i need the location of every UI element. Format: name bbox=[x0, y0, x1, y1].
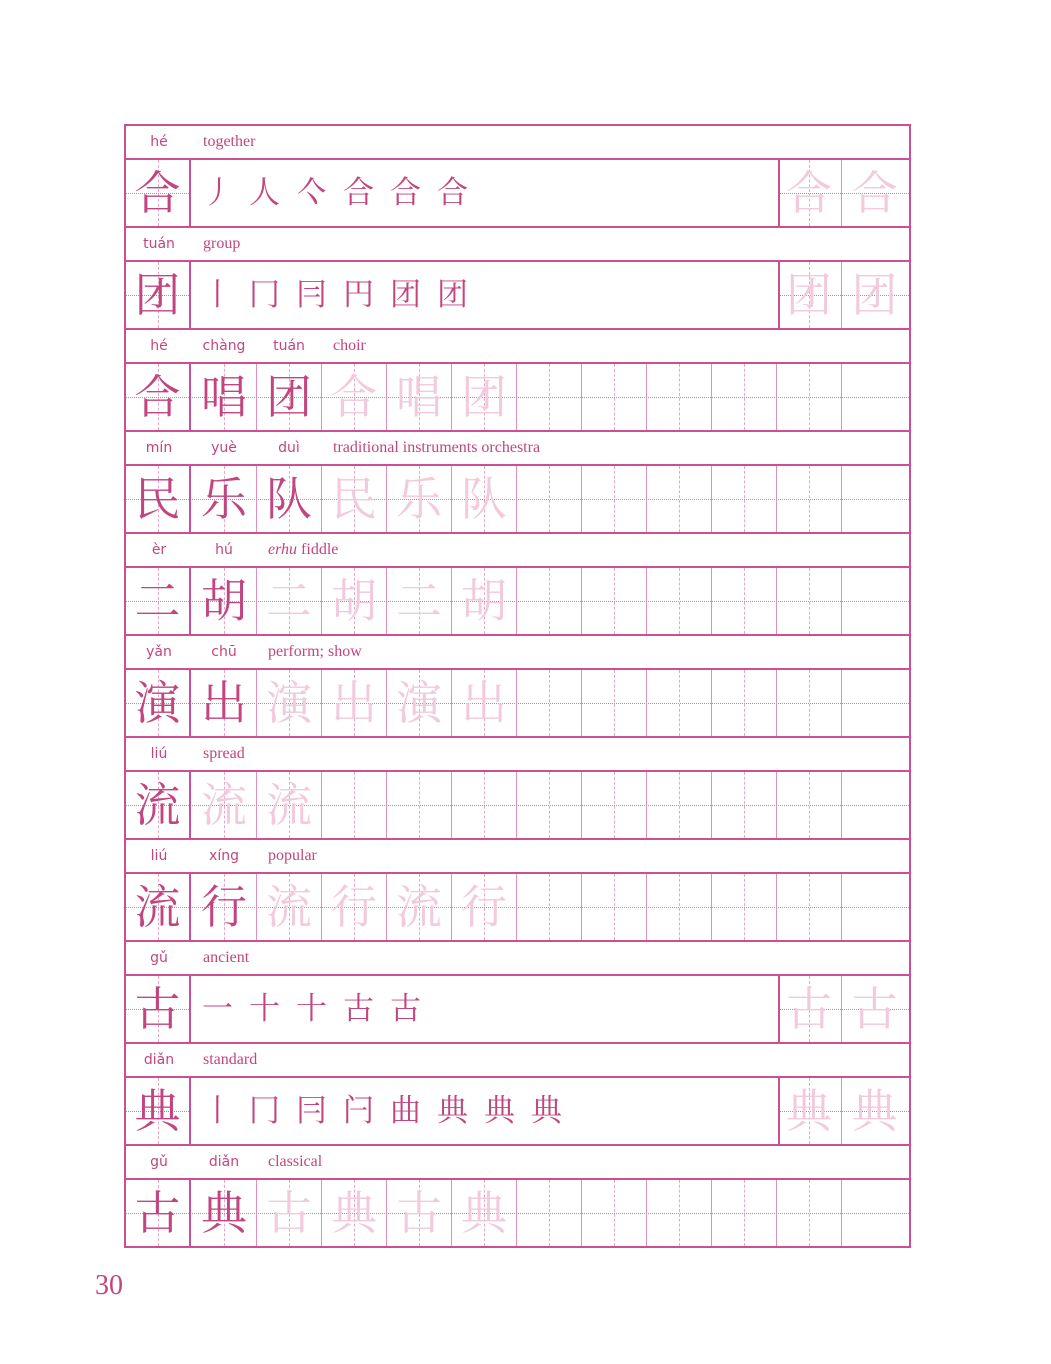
writing-box[interactable] bbox=[322, 568, 387, 634]
writing-box[interactable] bbox=[126, 772, 191, 838]
stroke-step: 典 bbox=[531, 1092, 562, 1129]
writing-box[interactable] bbox=[257, 1180, 322, 1246]
writing-box[interactable] bbox=[126, 670, 191, 736]
writing-box[interactable] bbox=[192, 364, 257, 430]
writing-box[interactable] bbox=[777, 160, 842, 226]
writing-box[interactable] bbox=[842, 160, 907, 226]
writing-box[interactable] bbox=[452, 568, 517, 634]
trace-character: 典 bbox=[331, 1186, 377, 1240]
writing-box[interactable] bbox=[777, 1180, 842, 1246]
stroke-order-panel bbox=[192, 262, 780, 328]
writing-box[interactable] bbox=[192, 772, 257, 838]
label-row bbox=[126, 1146, 909, 1180]
trace-character: 胡 bbox=[331, 574, 377, 628]
writing-box[interactable] bbox=[192, 670, 257, 736]
stroke-order-panel bbox=[192, 160, 780, 226]
model-character: 队 bbox=[266, 472, 312, 526]
stroke-step: 合 bbox=[390, 174, 421, 211]
writing-box[interactable] bbox=[842, 364, 907, 430]
model-character: 乐 bbox=[201, 472, 247, 526]
trace-character: 古 bbox=[396, 1186, 442, 1240]
writing-box[interactable] bbox=[322, 1180, 387, 1246]
page-number: 30 bbox=[95, 1270, 123, 1301]
pinyin-label: xíng bbox=[209, 848, 239, 864]
writing-box[interactable] bbox=[582, 874, 647, 940]
trace-character: 团 bbox=[786, 268, 832, 322]
trace-character: 出 bbox=[461, 676, 507, 730]
writing-box[interactable] bbox=[842, 670, 907, 736]
english-meaning-text: classical bbox=[268, 1153, 323, 1170]
trace-character: 典 bbox=[461, 1186, 507, 1240]
pinyin-label: yuè bbox=[211, 440, 237, 456]
trace-character: 合 bbox=[786, 166, 832, 220]
writing-box[interactable] bbox=[582, 1180, 647, 1246]
writing-box[interactable] bbox=[257, 466, 322, 532]
writing-box[interactable] bbox=[257, 670, 322, 736]
english-meaning-text: ancient bbox=[203, 949, 250, 966]
writing-box[interactable] bbox=[257, 874, 322, 940]
writing-box[interactable] bbox=[842, 874, 907, 940]
writing-box[interactable] bbox=[647, 874, 712, 940]
writing-box[interactable] bbox=[842, 1180, 907, 1246]
stroke-order-panel bbox=[192, 976, 780, 1042]
label-row bbox=[126, 228, 909, 262]
writing-box[interactable] bbox=[777, 976, 842, 1042]
english-meaning bbox=[203, 133, 255, 151]
english-meaning-italic: erhu bbox=[268, 541, 298, 558]
stroke-step: 闩 bbox=[343, 1092, 374, 1129]
writing-box[interactable] bbox=[387, 670, 452, 736]
writing-box[interactable] bbox=[647, 466, 712, 532]
writing-box[interactable] bbox=[517, 670, 582, 736]
writing-box[interactable] bbox=[452, 772, 517, 838]
pinyin-label: tuán bbox=[273, 338, 305, 354]
model-character: 流 bbox=[134, 778, 181, 832]
writing-box[interactable] bbox=[647, 772, 712, 838]
writing-box[interactable] bbox=[842, 466, 907, 532]
pinyin-label: gǔ bbox=[150, 950, 168, 966]
trace-character: 流 bbox=[266, 880, 312, 934]
character-row bbox=[126, 1078, 909, 1146]
writing-box[interactable] bbox=[517, 772, 582, 838]
model-character: 典 bbox=[201, 1186, 247, 1240]
model-character: 胡 bbox=[201, 574, 247, 628]
model-character: 典 bbox=[134, 1084, 181, 1138]
writing-box[interactable] bbox=[647, 1180, 712, 1246]
character-row bbox=[126, 772, 909, 840]
stroke-step: 亽 bbox=[296, 174, 327, 211]
writing-box[interactable] bbox=[192, 1180, 257, 1246]
writing-box[interactable] bbox=[257, 364, 322, 430]
pinyin-label: gǔ bbox=[150, 1154, 168, 1170]
writing-box[interactable] bbox=[712, 772, 777, 838]
writing-box[interactable] bbox=[712, 568, 777, 634]
trace-character: 胡 bbox=[461, 574, 507, 628]
writing-box[interactable] bbox=[712, 364, 777, 430]
trace-character: 民 bbox=[331, 472, 377, 526]
character-row bbox=[126, 262, 909, 330]
writing-box[interactable] bbox=[452, 874, 517, 940]
writing-box[interactable] bbox=[777, 772, 842, 838]
model-character: 古 bbox=[134, 982, 181, 1036]
stroke-step: 古 bbox=[390, 990, 421, 1027]
english-meaning bbox=[203, 1051, 257, 1069]
writing-box[interactable] bbox=[777, 670, 842, 736]
stroke-step: 典 bbox=[437, 1092, 468, 1129]
model-character: 合 bbox=[134, 370, 181, 424]
pinyin-label: duì bbox=[278, 440, 300, 456]
english-meaning-text: perform; show bbox=[268, 643, 362, 660]
writing-box[interactable] bbox=[582, 364, 647, 430]
english-meaning-text: standard bbox=[203, 1051, 258, 1068]
label-row bbox=[126, 942, 909, 976]
trace-character: 团 bbox=[461, 370, 507, 424]
writing-box[interactable] bbox=[647, 568, 712, 634]
english-meaning-text: traditional instruments orchestra bbox=[333, 439, 541, 456]
character-row bbox=[126, 160, 909, 228]
model-character: 民 bbox=[134, 472, 181, 526]
writing-box[interactable] bbox=[322, 772, 387, 838]
pinyin-label: tuán bbox=[143, 236, 175, 252]
writing-box[interactable] bbox=[452, 364, 517, 430]
model-character: 合 bbox=[134, 166, 181, 220]
trace-character: 队 bbox=[461, 472, 507, 526]
pinyin-label: liú bbox=[150, 848, 168, 864]
model-character: 行 bbox=[201, 880, 247, 934]
english-meaning bbox=[203, 235, 240, 253]
model-character: 团 bbox=[266, 370, 312, 424]
writing-box[interactable] bbox=[647, 670, 712, 736]
writing-box[interactable] bbox=[126, 364, 191, 430]
model-character: 唱 bbox=[201, 370, 247, 424]
trace-character: 演 bbox=[396, 676, 442, 730]
english-meaning bbox=[333, 439, 540, 457]
pinyin-label: hú bbox=[215, 542, 233, 558]
character-row bbox=[126, 1180, 909, 1246]
english-meaning bbox=[268, 1153, 322, 1171]
trace-character: 典 bbox=[786, 1084, 832, 1138]
writing-box[interactable] bbox=[582, 670, 647, 736]
trace-character: 流 bbox=[201, 778, 247, 832]
stroke-step: 合 bbox=[437, 174, 468, 211]
writing-box[interactable] bbox=[582, 568, 647, 634]
pinyin-label: diǎn bbox=[143, 1052, 175, 1068]
pinyin-label: yǎn bbox=[146, 644, 172, 660]
stroke-step: 丨 bbox=[202, 1092, 233, 1129]
stroke-step: 丨 bbox=[202, 276, 233, 313]
pinyin-label: chū bbox=[211, 644, 237, 660]
trace-character: 团 bbox=[851, 268, 898, 322]
english-meaning bbox=[203, 949, 249, 967]
writing-box[interactable] bbox=[777, 466, 842, 532]
trace-character: 古 bbox=[266, 1186, 312, 1240]
model-character: 演 bbox=[134, 676, 181, 730]
writing-box[interactable] bbox=[387, 364, 452, 430]
trace-character: 行 bbox=[331, 880, 377, 934]
writing-box[interactable] bbox=[777, 568, 842, 634]
english-meaning-text: together bbox=[203, 133, 256, 150]
writing-box[interactable] bbox=[126, 976, 191, 1042]
character-row bbox=[126, 670, 909, 738]
character-row bbox=[126, 874, 909, 942]
writing-box[interactable] bbox=[257, 568, 322, 634]
label-row bbox=[126, 534, 909, 568]
label-row bbox=[126, 126, 909, 160]
writing-box[interactable] bbox=[126, 1078, 191, 1144]
writing-box[interactable] bbox=[777, 1078, 842, 1144]
trace-character: 流 bbox=[396, 880, 442, 934]
writing-box[interactable] bbox=[582, 466, 647, 532]
writing-box[interactable] bbox=[582, 772, 647, 838]
stroke-step: 冃 bbox=[296, 276, 327, 313]
writing-box[interactable] bbox=[387, 466, 452, 532]
writing-box[interactable] bbox=[322, 364, 387, 430]
writing-box[interactable] bbox=[257, 772, 322, 838]
character-row bbox=[126, 568, 909, 636]
character-row bbox=[126, 364, 909, 432]
trace-character: 唱 bbox=[396, 370, 442, 424]
label-row bbox=[126, 636, 909, 670]
english-meaning-text: spread bbox=[203, 745, 245, 762]
writing-box[interactable] bbox=[712, 670, 777, 736]
stroke-step: 人 bbox=[249, 174, 280, 211]
writing-box[interactable] bbox=[126, 874, 191, 940]
writing-box[interactable] bbox=[126, 466, 191, 532]
model-character: 古 bbox=[134, 1186, 181, 1240]
trace-character: 行 bbox=[461, 880, 507, 934]
writing-box[interactable] bbox=[777, 262, 842, 328]
writing-box[interactable] bbox=[517, 364, 582, 430]
writing-box[interactable] bbox=[126, 262, 191, 328]
writing-box[interactable] bbox=[842, 568, 907, 634]
writing-box[interactable] bbox=[517, 1180, 582, 1246]
pinyin-label: chàng bbox=[202, 338, 246, 354]
trace-character: 二 bbox=[266, 574, 312, 628]
stroke-step: 円 bbox=[343, 276, 374, 313]
model-character: 出 bbox=[201, 676, 247, 730]
english-meaning bbox=[268, 643, 362, 661]
stroke-step: 十 bbox=[249, 990, 280, 1027]
stroke-step: 冂 bbox=[249, 276, 280, 313]
label-row bbox=[126, 432, 909, 466]
trace-character: 合 bbox=[331, 370, 377, 424]
writing-box[interactable] bbox=[517, 466, 582, 532]
model-character: 二 bbox=[134, 574, 181, 628]
writing-box[interactable] bbox=[192, 466, 257, 532]
pinyin-label: hé bbox=[150, 338, 168, 354]
trace-character: 合 bbox=[851, 166, 898, 220]
writing-box[interactable] bbox=[842, 772, 907, 838]
english-meaning bbox=[268, 541, 338, 559]
writing-box[interactable] bbox=[192, 874, 257, 940]
stroke-step: 古 bbox=[343, 990, 374, 1027]
writing-box[interactable] bbox=[387, 1180, 452, 1246]
writing-box[interactable] bbox=[126, 568, 191, 634]
stroke-step: 冂 bbox=[249, 1092, 280, 1129]
writing-box[interactable] bbox=[322, 874, 387, 940]
trace-character: 古 bbox=[786, 982, 832, 1036]
stroke-order-panel bbox=[192, 1078, 780, 1144]
writing-box[interactable] bbox=[777, 364, 842, 430]
writing-box[interactable] bbox=[842, 976, 907, 1042]
writing-box[interactable] bbox=[517, 874, 582, 940]
writing-box[interactable] bbox=[126, 160, 191, 226]
trace-character: 流 bbox=[266, 778, 312, 832]
stroke-step: 丿 bbox=[202, 174, 233, 211]
character-row bbox=[126, 976, 909, 1044]
trace-character: 演 bbox=[266, 676, 312, 730]
trace-character: 乐 bbox=[396, 472, 442, 526]
model-character: 流 bbox=[134, 880, 181, 934]
label-row bbox=[126, 738, 909, 772]
writing-box[interactable] bbox=[712, 1180, 777, 1246]
writing-box[interactable] bbox=[712, 874, 777, 940]
writing-box[interactable] bbox=[647, 364, 712, 430]
english-meaning-text: fiddle bbox=[297, 541, 339, 558]
writing-box[interactable] bbox=[387, 874, 452, 940]
label-row bbox=[126, 1044, 909, 1078]
stroke-step: 一 bbox=[202, 990, 233, 1027]
trace-character: 二 bbox=[396, 574, 442, 628]
trace-character: 典 bbox=[851, 1084, 898, 1138]
label-row bbox=[126, 840, 909, 874]
stroke-step: 团 bbox=[437, 276, 468, 313]
trace-character: 出 bbox=[331, 676, 377, 730]
pinyin-label: mín bbox=[145, 440, 173, 456]
stroke-step: 合 bbox=[343, 174, 374, 211]
stroke-step: 冃 bbox=[296, 1092, 327, 1129]
label-row bbox=[126, 330, 909, 364]
english-meaning-text: choir bbox=[333, 337, 366, 354]
writing-box[interactable] bbox=[712, 466, 777, 532]
character-practice-sheet bbox=[124, 124, 911, 1248]
writing-box[interactable] bbox=[517, 568, 582, 634]
writing-box[interactable] bbox=[387, 568, 452, 634]
writing-box[interactable] bbox=[842, 262, 907, 328]
english-meaning bbox=[203, 745, 245, 763]
english-meaning-text: group bbox=[203, 235, 241, 252]
pinyin-label: liú bbox=[150, 746, 168, 762]
stroke-step: 典 bbox=[484, 1092, 515, 1129]
english-meaning bbox=[268, 847, 317, 865]
pinyin-label: èr bbox=[151, 542, 167, 558]
model-character: 团 bbox=[134, 268, 181, 322]
writing-box[interactable] bbox=[452, 1180, 517, 1246]
writing-box[interactable] bbox=[842, 1078, 907, 1144]
english-meaning bbox=[333, 337, 366, 355]
writing-box[interactable] bbox=[192, 568, 257, 634]
stroke-step: 曲 bbox=[390, 1092, 421, 1129]
writing-box[interactable] bbox=[322, 670, 387, 736]
stroke-step: 团 bbox=[390, 276, 421, 313]
writing-box[interactable] bbox=[452, 670, 517, 736]
writing-box[interactable] bbox=[777, 874, 842, 940]
writing-box[interactable] bbox=[387, 772, 452, 838]
writing-box[interactable] bbox=[126, 1180, 191, 1246]
pinyin-label: diǎn bbox=[208, 1154, 240, 1170]
english-meaning-text: popular bbox=[268, 847, 317, 864]
pinyin-label: hé bbox=[150, 134, 168, 150]
writing-box[interactable] bbox=[452, 466, 517, 532]
trace-character: 古 bbox=[851, 982, 898, 1036]
character-row bbox=[126, 466, 909, 534]
writing-box[interactable] bbox=[322, 466, 387, 532]
stroke-step: 十 bbox=[296, 990, 327, 1027]
